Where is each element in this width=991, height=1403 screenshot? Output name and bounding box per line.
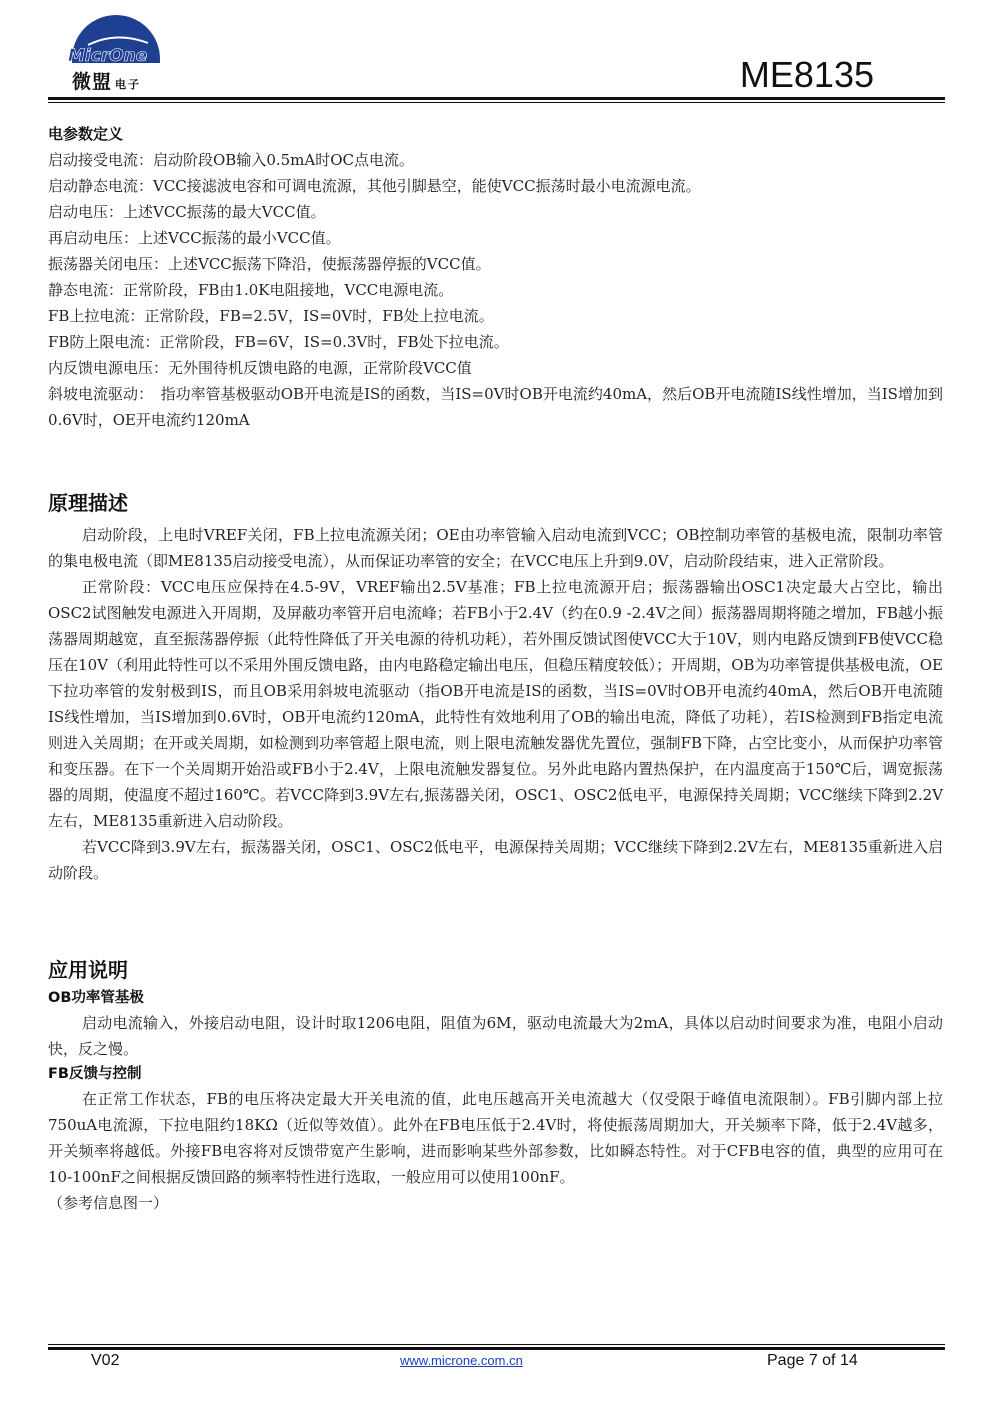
principle-paragraph: 启动阶段，上电时VREF关闭，FB上拉电流源关闭；OE由功率管输入启动电流到VCC；OB控制功率管的基极电流，限制功率管的集电极电流（即ME8135启动接受电流），从而保证功率管的安全；在VCC电压上升到9.0V，启动阶段结束，进入正常阶段。 <box>48 526 943 570</box>
ob-paragraph: 启动电流输入，外接启动电阻，设计时取1206电阻，阻值为6M，驱动电流最大为2mA，具体以启动时间要求为准，电阻小启动快，反之慢。 <box>48 1014 943 1058</box>
params-line: 启动静态电流：VCC接滤波电容和可调电流源，其他引脚悬空，能使VCC振荡时最小电流源电流。 <box>48 177 701 195</box>
footer-version: V02 <box>91 1352 120 1369</box>
fb-section-title: FB反馈与控制 <box>48 1066 142 1082</box>
footer-url-wrap <box>400 1352 523 1370</box>
params-line: 再启动电压：上述VCC振荡的最小VCC值。 <box>48 229 341 247</box>
header-rule-thin <box>48 102 945 103</box>
fb-paragraph: 在正常工作状态，FB的电压将决定最大开关电流的值，此电压越高开关电流越大（仅受限于峰值电流限制）。FB引脚内部上拉750uA电流源，下拉电阻约18KΩ（近似等效值）。此外在FB电压低于2.4V时，将使振荡周期加大，开关频率下降，低于2.4V越多，开关频率将越低。外接FB电容将对反馈带宽产生影响，进而影响某些外部参数，比如瞬态特性。对于CFB电容的值，典型的应用可在10-100nF之间根据反馈回路的频率特性进行选取，一般应用可以使用100nF。 <box>48 1090 943 1186</box>
params-last-paragraph: 斜坡电流驱动： 指功率管基极驱动OB开电流是IS的函数，当IS=0V时OB开电流约40mA，然后OB开电流随IS线性增加，当IS增加到0.6V时，OE开电流约120mA <box>48 385 943 429</box>
logo-latin-text: MicrOne <box>68 46 148 66</box>
params-list <box>48 147 943 433</box>
logo-cn-main: 微盟 <box>72 71 113 93</box>
footer-page-number: Page 7 of 14 <box>767 1352 858 1369</box>
page-content <box>48 121 943 1216</box>
params-line: 启动电压：上述VCC振荡的最大VCC值。 <box>48 203 326 221</box>
header-rule <box>48 97 945 100</box>
logo-cn-text <box>72 67 141 94</box>
footer-rule-thin <box>48 1344 945 1345</box>
params-line: 振荡器关闭电压：上述VCC振荡下降沿，使振荡器停振的VCC值。 <box>48 255 491 273</box>
logo-cn-sub: 电子 <box>115 78 142 91</box>
ob-section-title: OB功率管基极 <box>48 990 144 1006</box>
params-line: 启动接受电流：启动阶段OB输入0.5mA时OC点电流。 <box>48 151 415 169</box>
principle-paragraph: 若VCC降到3.9V左右，振荡器关闭，OSC1、OSC2低电平，电源保持关周期；VCC继续下降到2.2V左右，ME8135重新进入启动阶段。 <box>48 838 943 882</box>
params-line: 内反馈电源电压：无外围待机反馈电路的电源，正常阶段VCC值 <box>48 359 472 377</box>
footer-rule <box>48 1347 945 1350</box>
model-number: ME8135 <box>739 54 874 95</box>
params-title: 电参数定义 <box>48 125 124 143</box>
fb-reference-note: （参考信息图一） <box>48 1194 169 1212</box>
params-line: FB上拉电流：正常阶段，FB=2.5V，IS=0V时，FB处上拉电流。 <box>48 307 494 325</box>
params-line: 静态电流：正常阶段，FB由1.0K电阻接地，VCC电源电流。 <box>48 281 454 299</box>
application-title: 应用说明 <box>48 958 128 982</box>
footer-url-link[interactable]: www.microne.com.cn <box>400 1353 523 1368</box>
principle-title: 原理描述 <box>48 491 128 515</box>
params-line: FB防上限电流：正常阶段，FB=6V，IS=0.3V时，FB处下拉电流。 <box>48 333 509 351</box>
principle-paragraph: 正常阶段：VCC电压应保持在4.5-9V，VREF输出2.5V基准；FB上拉电流源开启；振荡器输出OSC1决定最大占空比，输出OSC2试图触发电源进入开周期，及屏蔽功率管开启电流峰；若FB小于2.4V（约在0.9 -2.4V之间）振荡器周期将随之增加，FB越小振荡器周期越宽，直至振荡器停振（此特性降低了开关电源的待机功耗），若外围反馈试图使VCC大于10V，则内电路反馈到FB使VCC稳压在10V（利用此特性可以不采用外围反馈电路，由内电路稳定输出电压，但稳压精度较低）；开周期，OB为功率管提供基极电流，OE下拉功率管的发射极到IS，而且OB采用斜坡电流驱动（指OB开电流是IS的函数，当IS=0V时OB开电流约40mA，然后OB开电流随IS线性增加，当IS增加到0.6V时，OB开电流约120mA，此特性有效地利用了OB的输出电流，降低了功耗），若IS检测到FB指定电流则进入关周期；在开或关周期，如检测到功率管超上限电流，则上限电流触发器优先置位，强制FB下降，占空比变小，从而保护功率管和变压器。在下一个关周期开始沿或FB小于2.4V，上限电流触发器复位。另外此电路内置热保护，在内温度高于150℃后，调宽振荡器的周期，使温度不超过160℃。若VCC降到3.9V左右,振荡器关闭，OSC1、OSC2低电平，电源保持关周期；VCC继续下降到2.2V左右，ME8135重新进入启动阶段。 <box>48 578 943 830</box>
